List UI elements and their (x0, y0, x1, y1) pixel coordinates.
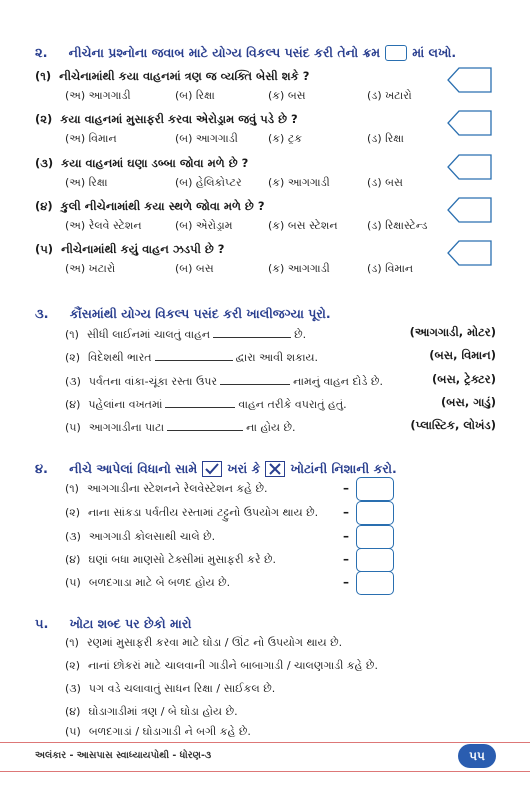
statement-row (65, 506, 318, 520)
footer-text: અલંકાર - આસપાસ સ્વાધ્યાયપોથી - ધોરણ-૩ (35, 750, 212, 761)
question-row (35, 108, 298, 127)
hint-options: (બસ, વિમાન) (429, 348, 496, 362)
statement-row (65, 576, 230, 590)
dash-mark: – (343, 529, 349, 543)
true-false-answer-box[interactable] (356, 525, 394, 549)
section-2-number: ૨. (35, 46, 48, 61)
option-label: (ડ) ખટારો (367, 89, 412, 102)
option-label: (ક) ટ્રક (268, 132, 303, 145)
fill-blank-row (65, 372, 383, 389)
hint-options: (બસ, ગાડું) (441, 395, 496, 409)
tick-mark-icon (202, 461, 222, 477)
blank-line[interactable] (155, 348, 233, 361)
answer-pentagon-box[interactable] (447, 197, 493, 223)
item-number: (૪) (65, 553, 81, 566)
true-false-answer-box[interactable] (356, 548, 394, 572)
item-text-before: પહેલાંના વખતમાં (88, 398, 163, 411)
option-label: (ડ) વિમાન (367, 262, 414, 275)
option-label: (ક) આગગાડી (268, 176, 330, 189)
section-2-title-b: માં લખો. (412, 45, 457, 60)
fill-blank-row (65, 325, 306, 342)
item-number: (૩) (65, 682, 81, 695)
option-label: (અ) વિમાન (65, 132, 117, 145)
item-number: (૧) (65, 482, 79, 495)
order-box-icon (385, 45, 407, 61)
statement-text: ઘણાં બધા માણસો ટેક્સીમાં મુસાફરી કરે છે. (88, 553, 277, 566)
fill-blank-row (65, 348, 318, 365)
question-number: (૨) (35, 112, 53, 126)
statement-text: બળદગાડા માટે બે બળદ હોય છે. (88, 576, 231, 589)
option-label: (બ) બસ (175, 262, 214, 275)
item-number: (૨) (65, 506, 81, 519)
true-false-answer-box[interactable] (356, 571, 394, 595)
item-number: (૪) (65, 398, 81, 411)
item-text-after: વાહન તરીકે વપરાતું હતું. (238, 398, 347, 411)
item-number: (૩) (65, 375, 81, 388)
dash-mark: – (343, 552, 349, 566)
question-number: (૩) (35, 156, 54, 170)
item-number: (૧) (65, 328, 79, 341)
sentence-text: નાનાં છોકરાં માટે ચાલવાની ગાડીને બાબાગાડી / ચાલણગાડી કહે છે. (88, 659, 378, 672)
strike-word-row (65, 682, 275, 696)
section-4-title-a: નીચે આપેલાં વિધાનો સામે (69, 461, 198, 476)
sentence-text: રણમાં મુસાફરી કરવા માટે ઘોડા / ઊંટ નો ઉપયોગ થાય છે. (86, 636, 343, 649)
statement-row (65, 553, 276, 567)
option-label: (અ) રિક્ષા (65, 176, 108, 189)
hint-options: (આગગાડી, મોટર) (409, 325, 496, 339)
item-text-after: દ્વારા આવી શકાય. (235, 351, 319, 364)
fill-blank-row (65, 418, 296, 435)
answer-pentagon-box[interactable] (447, 154, 493, 180)
option-label: (ક) બસ (268, 89, 306, 102)
question-row (35, 152, 248, 171)
item-text-after: છે. (294, 328, 307, 341)
option-label: (ડ) બસ (367, 176, 403, 189)
statement-row (65, 482, 267, 496)
blank-line[interactable] (213, 325, 291, 338)
dash-mark: – (343, 505, 349, 519)
item-number: (૫) (65, 576, 81, 589)
option-label: (ક) બસ સ્ટેશન (268, 219, 338, 232)
strike-word-row (65, 725, 251, 739)
question-text: કયા વાહનમાં ઘણા ડબ્બા જોવા મળે છે ? (61, 156, 249, 170)
section-3-heading (35, 303, 331, 322)
section-4-title-c: ખોટાંની નિશાની કરો. (290, 461, 397, 476)
item-text-before: સીધી લાઈનમાં ચાલતું વાહન (86, 328, 211, 341)
section-2-title-a: નીચેના પ્રશ્નોના જવાબ માટે યોગ્ય વિકલ્પ પસંદ કરી તેનો ક્રમ (68, 45, 381, 60)
blank-line[interactable] (220, 372, 290, 385)
section-4-heading (35, 458, 397, 477)
fill-blank-row (65, 395, 347, 412)
item-number: (૨) (65, 351, 81, 364)
item-text-before: વિદેશથી ભારત (88, 351, 152, 364)
statement-text: આગગાડી કોલસાથી ચાલે છે. (88, 530, 216, 543)
page-number: ૫૫ (458, 744, 496, 768)
sentence-text: ઘોડાગાડીમાં ત્રણ / બે ઘોડા હોય છે. (88, 705, 238, 718)
item-number: (૫) (65, 725, 81, 738)
blank-line[interactable] (167, 418, 243, 431)
true-false-answer-box[interactable] (356, 477, 394, 501)
item-number: (૨) (65, 659, 81, 672)
question-row (35, 65, 309, 84)
statement-text: નાના સાંકડા પર્વતીય રસ્તામાં ટટ્ટુનો ઉપયોગ થાય છે. (88, 506, 319, 519)
question-number: (૧) (35, 69, 52, 83)
answer-pentagon-box[interactable] (447, 110, 493, 136)
question-number: (૫) (35, 242, 54, 256)
item-number: (૪) (65, 705, 81, 718)
answer-pentagon-box[interactable] (447, 67, 493, 93)
sentence-text: પગ વડે ચલાવાતું સાધન રિક્ષા / સાઈકલ છે. (88, 682, 276, 695)
section-2-heading (35, 42, 456, 61)
option-label: (ડ) રિક્ષા (367, 132, 404, 145)
item-text-after: નામનું વાહન દોડે છે. (293, 375, 383, 388)
section-3-number: ૩. (35, 307, 49, 322)
hint-options: (બસ, ટ્રેક્ટર) (431, 372, 496, 386)
option-label: (ક) આગગાડી (268, 262, 330, 275)
item-text-before: આગગાડીના પાટા (88, 421, 165, 434)
section-5-heading (35, 613, 191, 632)
option-label: (અ) ખટારો (65, 262, 116, 275)
dash-mark: – (343, 575, 349, 589)
option-label: (બ) આગગાડી (175, 132, 238, 145)
option-label: (અ) આગગાડી (65, 89, 131, 102)
item-text-before: પર્વતના વાંકા-ચૂંકા રસ્તા ઉપર (88, 375, 218, 388)
question-text: કયા વાહનમાં મુસાફરી કરવા એરોડ્રામ જવું પડે છે ? (60, 112, 298, 126)
section-5-number: ૫. (35, 617, 49, 632)
section-4-number: ૪. (35, 462, 48, 477)
hint-options: (પ્લાસ્ટિક, લોખંડ) (410, 418, 496, 432)
dash-mark: – (343, 481, 349, 495)
question-row (35, 238, 224, 257)
option-label: (ડ) રિક્ષાસ્ટેન્ડ (367, 219, 428, 232)
strike-word-row (65, 659, 378, 673)
sentence-text: બળદગાડાં / ઘોડાગાડી ને બગી કહે છે. (88, 725, 251, 738)
item-number: (૧) (65, 636, 79, 649)
option-label: (અ) રેલવે સ્ટેશન (65, 219, 142, 232)
cross-mark-icon (265, 461, 285, 477)
blank-line[interactable] (165, 395, 235, 408)
question-number: (૪) (35, 199, 53, 213)
strike-word-row (65, 636, 342, 650)
statement-row (65, 530, 215, 544)
question-text: નીચેનામાંથી કયા વાહનમાં ત્રણ જ વ્યક્તિ બેસી શકે ? (59, 69, 310, 83)
option-label: (બ) હેલિકોપ્ટર (175, 176, 242, 189)
item-text-after: ના હોય છે. (246, 421, 296, 434)
answer-pentagon-box[interactable] (447, 240, 493, 266)
option-label: (બ) એરોડ્રામ (175, 219, 233, 232)
question-text: કુલી નીચેનામાંથી કયા સ્થળે જોવા મળે છે ? (60, 199, 265, 213)
section-3-title: કૌંસમાંથી યોગ્ય વિકલ્પ પસંદ કરી ખાલીજગ્યા પૂરો. (69, 306, 331, 321)
option-label: (બ) રિક્ષા (175, 89, 215, 102)
strike-word-row (65, 705, 238, 719)
section-5-title: ખોટા શબ્દ પર છેકો મારો (69, 616, 192, 631)
question-row (35, 195, 265, 214)
statement-text: આગગાડીના સ્ટેશનને રેલવેસ્ટેશન કહે છે. (86, 482, 268, 495)
item-number: (૫) (65, 421, 81, 434)
true-false-answer-box[interactable] (356, 501, 394, 525)
item-number: (૩) (65, 530, 81, 543)
question-text: નીચેનામાંથી કયું વાહન ઝડપી છે ? (61, 242, 225, 256)
section-4-title-b: ખરાં કે (227, 461, 261, 476)
